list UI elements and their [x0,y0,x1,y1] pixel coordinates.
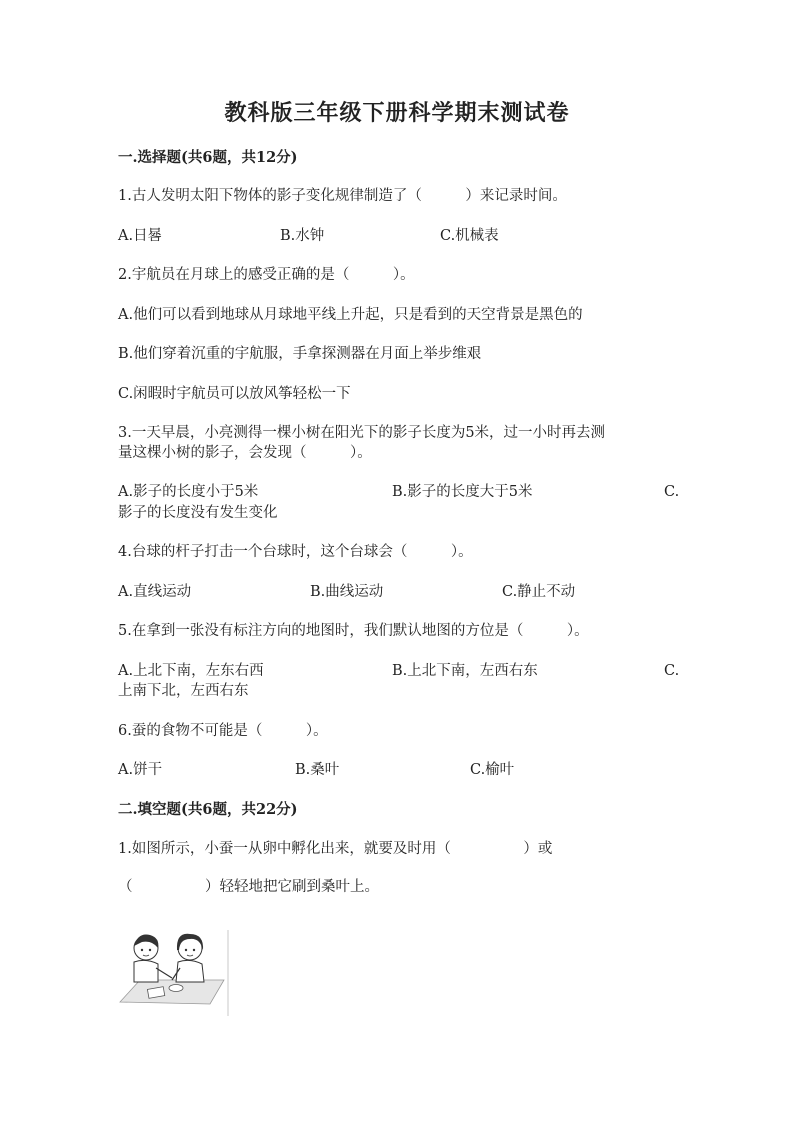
q4-option-b: B.曲线运动 [310,584,384,600]
q5-option-b: B.上北下南，左西右东 [392,663,538,679]
question-4: 4.台球的杆子打击一个台球时，这个台球会（ ）。 [118,544,473,560]
q5-option-a: A.上北下南，左东右西 [118,663,264,679]
q6-option-c: C.榆叶 [470,762,515,778]
q5-option-c-label: C. [664,663,680,679]
page-title: 教科版三年级下册科学期末测试卷 [224,100,570,126]
children-silkworm-illustration [118,926,234,1018]
q2-option-c: C.闲暇时宇航员可以放风筝轻松一下 [118,386,351,402]
q3-option-c: 影子的长度没有发生变化 [118,505,278,521]
q6-option-a: A.饼干 [118,762,163,778]
q5-option-c: 上南下北，左西右东 [118,683,249,699]
q3-option-c-label: C. [664,484,680,500]
q1-option-a: A.日晷 [118,228,163,244]
q6-option-b: B.桑叶 [295,762,340,778]
q4-option-c: C.静止不动 [502,584,576,600]
q3-option-a: A.影子的长度小于5米 [118,484,259,500]
question-5: 5.在拿到一张没有标注方向的地图时，我们默认地图的方位是（ ）。 [118,623,589,639]
question-3-line2: 量这棵小树的影子，会发现（ ）。 [118,445,372,461]
section-heading-fill: 二.填空题(共6题，共22分) [118,801,298,818]
question-1: 1.古人发明太阳下物体的影子变化规律制造了（ ）来记录时间。 [118,188,567,204]
q1-option-b: B.水钟 [280,228,325,244]
fill-question-1-line1: 1.如图所示，小蚕一从卵中孵化出来，就要及时用（ ）或 [118,841,553,857]
q3-option-b: B.影子的长度大于5米 [392,484,533,500]
section-heading-choice: 一.选择题(共6题，共12分) [118,149,298,166]
question-6: 6.蚕的食物不可能是（ ）。 [118,723,328,739]
q1-option-c: C.机械表 [440,228,499,244]
q2-option-b: B.他们穿着沉重的宇航服，手拿探测器在月面上举步维艰 [118,346,482,362]
question-3-line1: 3.一天早晨，小亮测得一棵小树在阳光下的影子长度为5米，过一小时再去测 [118,425,606,441]
q4-option-a: A.直线运动 [118,584,192,600]
q2-option-a: A.他们可以看到地球从月球地平线上升起，只是看到的天空背景是黑色的 [118,307,583,323]
question-2: 2.宇航员在月球上的感受正确的是（ ）。 [118,267,415,283]
fill-question-1-line2: （ ）轻轻地把它刷到桑叶上。 [118,879,379,895]
